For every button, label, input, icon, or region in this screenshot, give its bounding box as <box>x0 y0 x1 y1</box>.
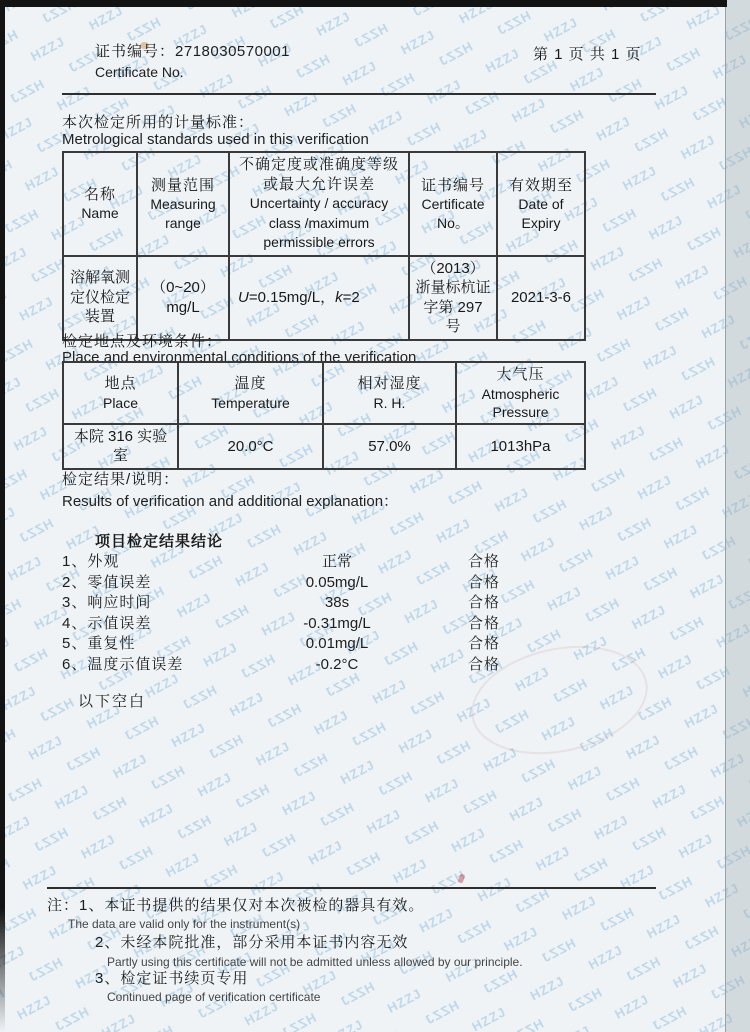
conditions-th-humidity: 相对湿度 R. H. <box>323 362 456 424</box>
result-conclusion: 合格 <box>468 614 501 632</box>
footnote-1-cn: 注：1、本证书提供的结果仅对本次被检的器具有效。 <box>47 897 425 914</box>
footnote-prefix: 注： <box>47 897 80 914</box>
standards-title-cn: 本次检定所用的计量标准： <box>62 114 255 131</box>
footnote-2-en: Partly using this certificate will not be admitted unless allowed by our principle. <box>107 955 523 969</box>
conditions-title-en: Place and environmental conditions of the verification <box>62 349 417 366</box>
results-subtitle: 项目检定结果结论 <box>95 533 224 550</box>
result-value: 0.01mg/L <box>305 635 369 652</box>
certificate-number-label-en: Certificate No. <box>95 64 184 80</box>
result-value: -0.31mg/L <box>303 614 371 632</box>
conditions-header-row <box>63 362 585 424</box>
result-conclusion: 合格 <box>468 573 501 591</box>
conditions-table <box>62 361 586 470</box>
result-conclusion: 合格 <box>468 635 501 652</box>
footer-divider <box>47 887 656 889</box>
standards-table <box>62 151 586 341</box>
result-row: 6、温度示值误差 -0.2°C 合格 <box>62 653 532 674</box>
result-row: 1、外观 正常 合格 <box>62 550 532 571</box>
results-list <box>62 550 532 673</box>
standard-expiry-cell: 2021-3-6 <box>497 256 585 340</box>
result-row: 3、响应时间 38s 合格 <box>62 591 532 612</box>
result-row: 2、零值误差 0.05mg/L 合格 <box>62 571 532 592</box>
result-row: 5、重复性 0.01mg/L 合格 <box>62 632 532 653</box>
result-value: 0.05mg/L <box>305 573 369 591</box>
result-value: 38s <box>324 594 350 611</box>
result-conclusion: 合格 <box>468 594 501 611</box>
conditions-data-row <box>63 424 585 469</box>
condition-place-cell: 本院 316 实验室 <box>63 424 178 469</box>
condition-humidity-cell: 57.0% <box>323 424 456 469</box>
page-indicator: 第 1 页 共 1 页 <box>533 46 642 63</box>
footnote-3-cn: 3、检定证书续页专用 <box>95 970 249 987</box>
result-conclusion: 合格 <box>468 655 501 673</box>
condition-temperature-cell: 20.0°C <box>178 424 323 469</box>
standard-range-cell: （0~20）mg/L <box>137 256 229 340</box>
result-value: -0.2°C <box>315 655 359 673</box>
certificate-number-value: 2718030570001 <box>175 43 290 60</box>
results-title-en: Results of verification and additional explanation： <box>62 493 399 510</box>
header-divider <box>62 93 656 95</box>
blank-below-note: 以下空白 <box>78 693 147 710</box>
standards-th-range: 测量范围 Measuring range <box>137 152 229 256</box>
standards-th-certno: 证书编号 Certificate No。 <box>409 152 497 256</box>
result-value: 正常 <box>321 553 352 570</box>
certificate-number-block <box>95 40 290 80</box>
standard-uncertainty-cell: U=0.15mg/L，k=2 <box>229 256 409 340</box>
footnote-3-en: Continued page of verification certificate <box>107 990 321 1004</box>
standard-name-cell: 溶解氧测定仪检定装置 <box>63 256 137 340</box>
result-conclusion: 合格 <box>468 553 501 570</box>
scan-top-edge <box>4 0 727 7</box>
scan-right-gutter <box>725 0 750 1032</box>
standards-th-expiry: 有效期至 Date of Expiry <box>497 152 585 256</box>
footnote-2-cn: 2、未经本院批准，部分采用本证书内容无效 <box>95 934 409 951</box>
conditions-title-cn: 检定地点及环境条件： <box>62 333 223 350</box>
conditions-th-pressure: 大气压 Atmospheric Pressure <box>456 362 585 424</box>
standard-certno-cell: （2013）浙量标杭证字第 297 号 <box>409 256 497 340</box>
footnote-1-en: The data are valid only for the instrument(s) <box>68 917 301 931</box>
standards-title-en: Metrological standards used in this verification <box>62 131 369 148</box>
results-title-cn: 检定结果/说明： <box>62 471 180 488</box>
scan-left-edge <box>0 0 5 1032</box>
standards-th-uncertainty: 不确定度或准确度等级或最大允许误差 Uncertainty / accuracy class /maximum permissible errors <box>229 152 409 256</box>
result-row: 4、示值误差 -0.31mg/L 合格 <box>62 612 532 633</box>
certificate-number-label-cn: 证书编号： <box>95 43 176 60</box>
standards-header-row <box>63 152 585 256</box>
standards-th-name: 名称 Name <box>63 152 137 256</box>
conditions-th-temperature: 温度 Temperature <box>178 362 323 424</box>
standards-data-row <box>63 256 585 340</box>
condition-pressure-cell: 1013hPa <box>456 424 585 469</box>
conditions-th-place: 地点 Place <box>63 362 178 424</box>
